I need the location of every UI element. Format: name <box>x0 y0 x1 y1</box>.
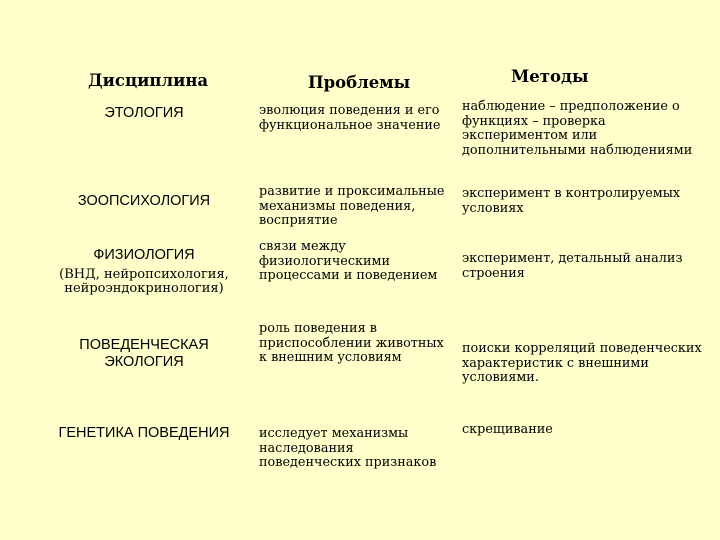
header-methods: Методы <box>511 67 589 86</box>
header-discipline: Дисциплина <box>88 71 209 90</box>
methods-ethology: наблюдение – предположение о функциях – проверка экспериментом или дополнительными наблюдениями <box>462 99 693 158</box>
problems-ethology: эволюция поведения и его функциональное значение <box>259 103 441 133</box>
discipline-physiology: ФИЗИОЛОГИЯ <box>93 247 195 263</box>
methods-behavioral-ecology: поиски корреляций поведенческих характеристик с внешними условиями. <box>462 341 702 385</box>
problems-behavioral-ecology: роль поведения в приспособлении животных к внешним условиям <box>259 321 444 365</box>
discipline-zoopsychology: ЗООПСИХОЛОГИЯ <box>77 193 211 209</box>
problems-physiology: связи между физиологическими процессами и поведением <box>259 239 438 283</box>
problems-behavior-genetics: исследует механизмы наследования поведенческих признаков <box>259 426 437 470</box>
discipline-behavioral-ecology: ПОВЕДЕНЧЕСКАЯ ЭКОЛОГИЯ <box>79 337 209 370</box>
discipline-behavior-genetics: ГЕНЕТИКА ПОВЕДЕНИЯ <box>58 425 230 441</box>
discipline-physiology-subtitle: (ВНД, нейропсихология, нейроэндокринология) <box>59 267 229 296</box>
problems-zoopsychology: развитие и проксимальные механизмы поведения, восприятие <box>259 184 445 228</box>
methods-physiology: эксперимент, детальный анализ строения <box>462 251 683 281</box>
methods-zoopsychology: эксперимент в контролируемых условиях <box>462 186 681 216</box>
discipline-ethology: ЭТОЛОГИЯ <box>104 105 184 121</box>
methods-behavior-genetics: скрещивание <box>462 422 553 437</box>
header-problems: Проблемы <box>308 73 411 92</box>
